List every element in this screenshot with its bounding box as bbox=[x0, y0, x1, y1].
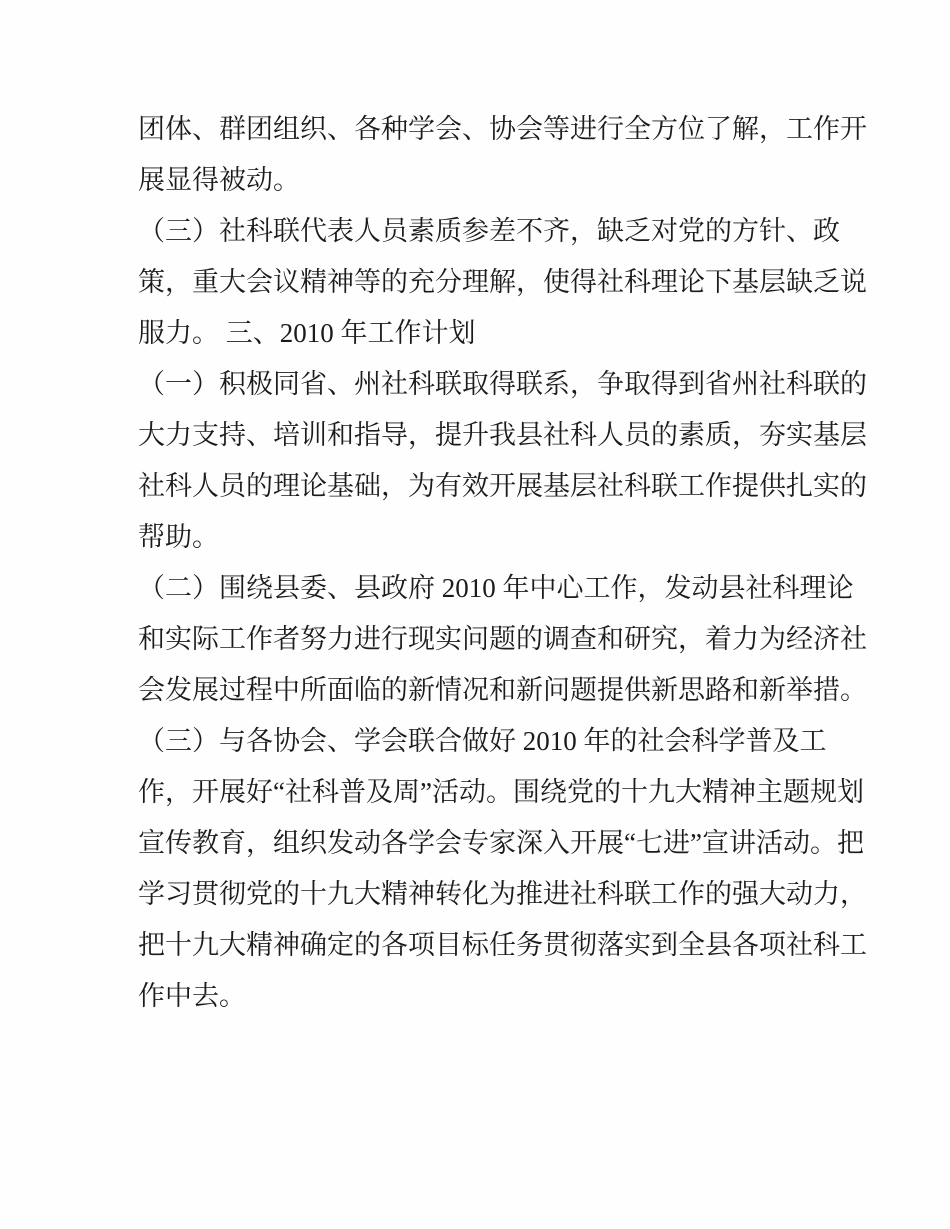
text-line: （二）围绕县委、县政府 2010 年中心工作，发动县社科理论 bbox=[138, 573, 854, 603]
text-line: 展显得被动。 bbox=[138, 165, 300, 195]
text-line: 宣传教育，组织发动各学会专家深入开展“七进”宣讲活动。把 bbox=[138, 828, 864, 858]
text-line-section-heading: 服力。 三、2010 年工作计划 bbox=[138, 318, 476, 348]
text-line: 把十九大精神确定的各项目标任务贯彻落实到全县各项社科工 bbox=[138, 930, 867, 960]
text-line: 作，开展好“社科普及周”活动。围绕党的十九大精神主题规划 bbox=[138, 777, 864, 807]
text-line: 大力支持、培训和指导，提升我县社科人员的素质，夯实基层 bbox=[138, 420, 867, 450]
text-line: （三）与各协会、学会联合做好 2010 年的社会科学普及工 bbox=[138, 726, 827, 756]
text-line: 帮助。 bbox=[138, 522, 219, 552]
text-line: （一）积极同省、州社科联取得联系，争取得到省州社科联的 bbox=[138, 369, 867, 399]
text-line: （三）社科联代表人员素质参差不齐，缺乏对党的方针、政 bbox=[138, 216, 840, 246]
text-line: 社科人员的理论基础，为有效开展基层社科联工作提供扎实的 bbox=[138, 471, 867, 501]
document-text-block bbox=[138, 104, 890, 1022]
text-line: 会发展过程中所面临的新情况和新问题提供新思路和新举措。 bbox=[138, 675, 867, 705]
text-line: 学习贯彻党的十九大精神转化为推进社科联工作的强大动力， bbox=[138, 879, 867, 909]
text-line: 作中去。 bbox=[138, 981, 246, 1011]
text-line: 和实际工作者努力进行现实问题的调查和研究，着力为经济社 bbox=[138, 624, 867, 654]
text-line: 团体、群团组织、各种学会、协会等进行全方位了解，工作开 bbox=[138, 114, 867, 144]
text-line: 策，重大会议精神等的充分理解，使得社科理论下基层缺乏说 bbox=[138, 267, 867, 297]
